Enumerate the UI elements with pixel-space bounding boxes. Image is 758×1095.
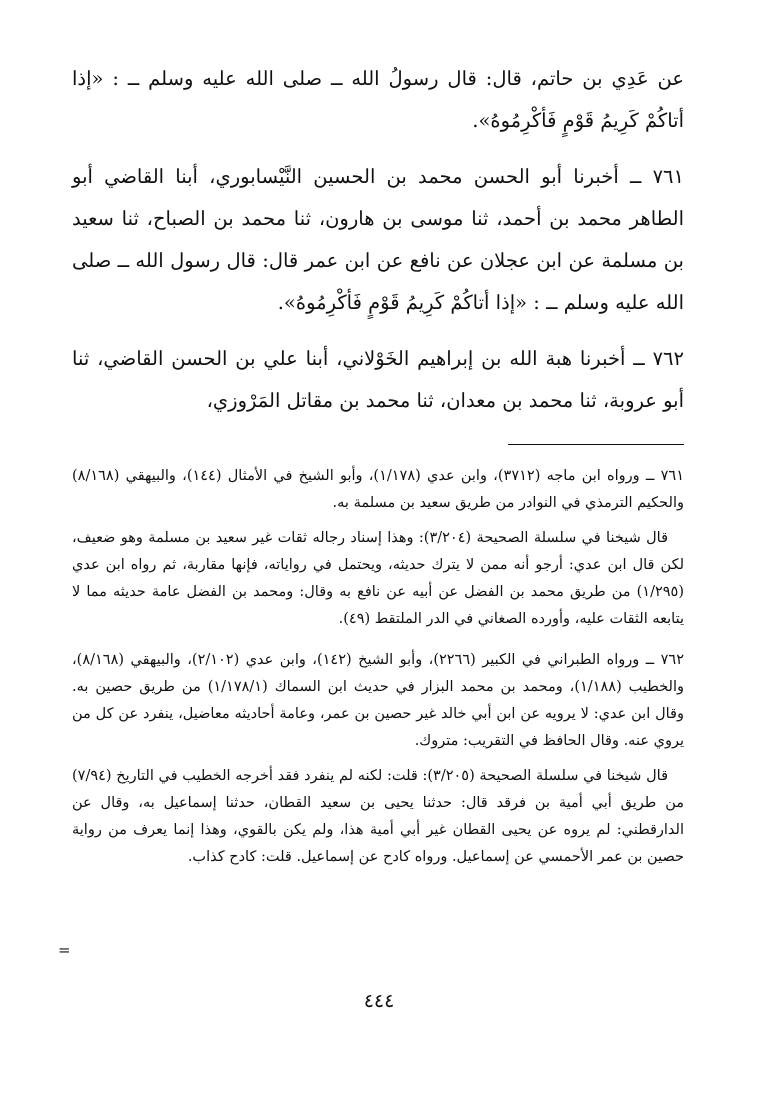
continuation-mark: = <box>58 941 71 959</box>
main-paragraph-762: ٧٦٢ ــ أخبرنا هبة الله بن إبراهيم الخَوْلاني، أبنا علي بن الحسن القاضي، ثنا أبو عروبة، ثنا محمد بن معدان، ثنا محمد بن مقاتل المَرْوزي، <box>72 347 684 412</box>
footnote-761: ٧٦١ ــ ورواه ابن ماجه (٣٧١٢)، وابن عدي (١/١٧٨)، وأبو الشيخ في الأمثال (١٤٤)، والبيهقي (٨/١٦٨) والحكيم الترمذي في النوادر من طريق سعيد بن مسلمة به. <box>72 468 685 511</box>
main-text <box>72 58 684 422</box>
footnote-761-comment: قال شيخنا في سلسلة الصحيحة (٣/٢٠٤): وهذا إسناد رجاله ثقات غير سعيد بن مسلمة وهو ضعيف، لكن قال ابن عدي: أرجو أنه ممن لا يترك حديثه، ويحتمل في رواياته، فإنها مقاربة، ثم رواه ابن عدي (١/٢٩٥) من طريق محمد بن الفضل عن أبيه عن نافع به وقال: ومحمد بن الفضل عامة حديثه مما لا يتابعه الثقات عليه، وأورده الصغاني في الدر الملتقط (٤٩). <box>72 530 684 627</box>
main-paragraph-761: ٧٦١ ــ أخبرنا أبو الحسن محمد بن الحسين النَّيْسابوري، أبنا القاضي أبو الطاهر محمد بن أحمد، ثنا موسى بن هارون، ثنا محمد بن الصباح، ثنا سعيد بن مسلمة عن ابن عجلان عن نافع عن ابن عمر قال: قال رسول الله ــ صلى الله عليه وسلم ــ : «إذا أتاكُمْ كَرِيمُ قَوْمٍ فَأكْرِمُوهُ». <box>72 165 684 314</box>
page-number: ٤٤٤ <box>363 990 395 1012</box>
footnote-762: ٧٦٢ ــ ورواه الطبراني في الكبير (٢٢٦٦)، وأبو الشيخ (١٤٢)، وابن عدي (٢/١٠٢)، والبيهقي (٨/١٦٨)، والخطيب (١/١٨٨)، ومحمد بن محمد البزار في حديث ابن السماك (١/١٧٨/١) من طريق حصين به. وقال ابن عدي: لا يرويه عن ابن أبي خالد غير حصين بن عمر، وعامة أحاديثه معاضيل، ينفرد عن كل من يروي عنه. وقال الحافظ في التقريب: متروك. <box>72 652 684 749</box>
footnote-divider <box>508 444 684 445</box>
book-page <box>72 58 684 879</box>
footnote-762-comment: قال شيخنا في سلسلة الصحيحة (٣/٢٠٥): قلت: لكنه لم ينفرد فقد أخرجه الخطيب في التاريخ (٧/٩٤) من طريق أبي أمية بن فرقد قال: حدثنا يحيى بن سعيد القطان، حدثنا إسماعيل به، وقال عن الدارقطني: لم يروه عن يحيى القطان غير أبي أمية هذا، ولم يكن بالقوي، وهذا إنما يعرف من رواية حصين بن عمر الأحمسي عن إسماعيل. ورواه كادح عن إسماعيل. قلت: كادح كذاب. <box>72 768 684 865</box>
main-paragraph-1: عن عَدِي بن حاتم، قال: قال رسولُ الله ــ صلى الله عليه وسلم ــ : «إذا أتاكُمْ كَرِيمُ قَوْمٍ فَأكْرِمُوهُ». <box>72 67 684 132</box>
footnotes <box>72 463 684 871</box>
